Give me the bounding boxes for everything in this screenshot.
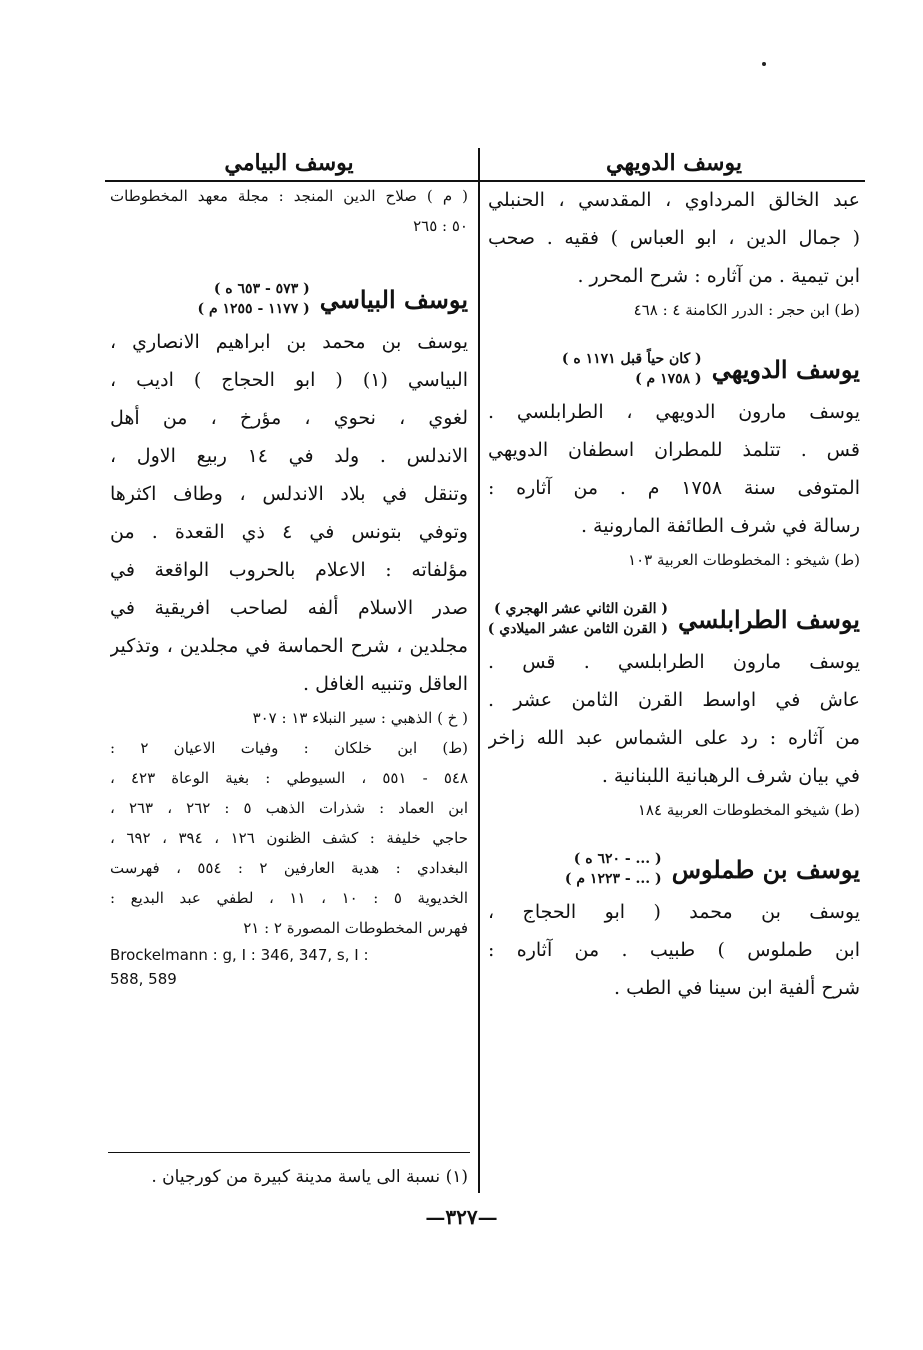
date-gregorian: ( ١٧٥٨ م ) <box>635 371 702 387</box>
text-line: عاش في اواسط القرن الثامن عشر . <box>488 689 860 711</box>
reference-line: (ط) شيخو المخطوطات العربية ١٨٤ <box>637 801 860 819</box>
text-line: عبد الخالق المرداوي ، المقدسي ، الحنبلي <box>488 189 860 211</box>
right-column <box>488 145 860 1007</box>
reference-line: (ط) شيخو : المخطوطات العربية ١٠٣ <box>628 551 860 569</box>
date-hijri: ( القرن الثاني عشر الهجري ) <box>494 601 668 617</box>
entry-heading <box>488 599 860 639</box>
text-line: الاندلس . ولد في ١٤ ربيع الاول ، <box>110 445 468 467</box>
reference-line: ٥٤٨ - ٥٥١ ، السيوطي : بغية الوعاة ٤٢٣ ، <box>110 769 468 787</box>
text-line: شرح ألفية ابن سينا في الطب . <box>614 977 860 999</box>
text-line: ابن تيمية . من آثاره : شرح المحرر . <box>577 265 860 287</box>
entry-name: يوسف بن طملوس <box>671 854 860 884</box>
reference-line: البغدادي : هدية العارفين ٢ : ٥٥٤ ، فهرست <box>110 859 468 877</box>
entry-heading <box>488 849 860 889</box>
ink-dot <box>762 62 766 66</box>
date-hijri: ( ... - ٦٢٠ ه ) <box>573 851 662 867</box>
text-line: ( جمال الدين ، ابو العباس ) فقيه . صحب <box>488 227 860 249</box>
date-hijri: ( كان حياً قبل ١١٧١ ه ) <box>561 351 702 367</box>
reference-line: (ط) ابن حجر : الدرر الكامنة ٤ : ٤٦٨ <box>633 301 860 319</box>
text-line: البياسي (١) ( ابو الحجاج ) اديب ، <box>110 369 468 391</box>
entry-dates <box>565 849 662 889</box>
reference-line: حاجي خليفة : كشف الظنون ١٢٦ ، ٣٩٤ ، ٦٩٢ ، <box>110 829 468 847</box>
footnote-rule <box>108 1152 470 1153</box>
date-gregorian: ( ١١٧٧ - ١٢٥٥ م ) <box>197 301 310 317</box>
text-line: المتوفى سنة ١٧٥٨ م . من آثاره : <box>488 477 860 499</box>
page-number: —٣٢٧— <box>425 1205 498 1229</box>
text-line: رسالة في شرف الطائفة المارونية . <box>580 515 860 537</box>
footnote: (١) نسبة الى ياسة مدينة كبيرة من كورجيان . <box>151 1167 468 1187</box>
left-column <box>110 145 468 991</box>
reference-line: ( خ ) الذهبي : سير النبلاء ١٣ : ٣٠٧ <box>252 709 468 727</box>
entry-dates <box>197 279 309 319</box>
latin-reference-line: Brockelmann : g, I : 346, 347, s, I : <box>110 946 369 964</box>
text-line: ابن طملوس ) طبيب . من آثاره : <box>488 939 860 961</box>
date-gregorian: ( القرن الثامن عشر الميلادي ) <box>487 621 668 637</box>
text-line: وتنقل في بلاد الاندلس ، وطاف اكثرها <box>110 483 468 505</box>
text-line: قس . تتلمذ للمطران اسطفان الدويهي <box>488 439 860 461</box>
entry-heading <box>110 279 468 319</box>
right-column-header: يوسف الدويهي <box>606 150 742 176</box>
column-divider <box>478 148 480 1193</box>
entry-dates <box>562 349 702 389</box>
reference-line: ابن العماد : شذرات الذهب ٥ : ٢٦٢ ، ٢٦٣ ، <box>110 799 468 817</box>
text-line: صدر الاسلام ألفه لصاحب افريقية في <box>110 597 468 619</box>
latin-reference-line: 588, 589 <box>110 970 177 988</box>
text-line: العاقل وتنبيه الغافل . <box>303 673 468 695</box>
entry-dates <box>488 599 668 639</box>
reference-line: ( م ) صلاح الدين المنجد : مجلة معهد المخطوطات <box>110 187 468 205</box>
text-line: يوسف مارون الطرابلسي . قس . <box>488 651 860 673</box>
text-line: يوسف بن محمد بن ابراهيم الانصاري ، <box>110 331 468 353</box>
date-gregorian: ( ... - ١٢٢٣ م ) <box>564 871 662 887</box>
text-line: في بيان شرف الرهبانية اللبنانية . <box>601 765 860 787</box>
reference-line: فهرس المخطوطات المصورة ٢ : ٢١ <box>243 919 468 937</box>
text-line: مؤلفاته : الاعلام بالحروب الواقعة في <box>110 559 468 581</box>
reference-line: ٥٠ : ٢٦٥ <box>413 217 468 235</box>
reference-line: الخديوية ٥ : ١٠ ، ١١ ، لطفي عبد البديع : <box>110 889 468 907</box>
entry-name: يوسف الطرابلسي <box>677 604 860 634</box>
entry-name: يوسف الدويهي <box>711 354 860 384</box>
text-line: مجلدين ، شرح الحماسة في مجلدين ، وتذكير <box>110 635 468 657</box>
text-line: يوسف بن محمد ( ابو الحجاج ، <box>488 901 860 923</box>
reference-line: (ط) ابن خلكان : وفيات الاعيان ٢ : <box>110 739 468 757</box>
left-column-header: يوسف البيامي <box>224 150 354 176</box>
text-line: من آثاره : رد على الشماس عبد الله زاخر <box>488 727 860 749</box>
date-hijri: ( ٥٧٣ - ٦٥٣ ه ) <box>213 281 310 297</box>
text-line: وتوفي بتونس في ٤ ذي القعدة . من <box>110 521 468 543</box>
entry-heading <box>488 349 860 389</box>
text-line: لغوي ، نحوي ، مؤرخ ، من أهل <box>110 407 468 429</box>
entry-name: يوسف البياسي <box>319 284 468 314</box>
text-line: يوسف مارون الدويهي ، الطرابلسي . <box>488 401 860 423</box>
